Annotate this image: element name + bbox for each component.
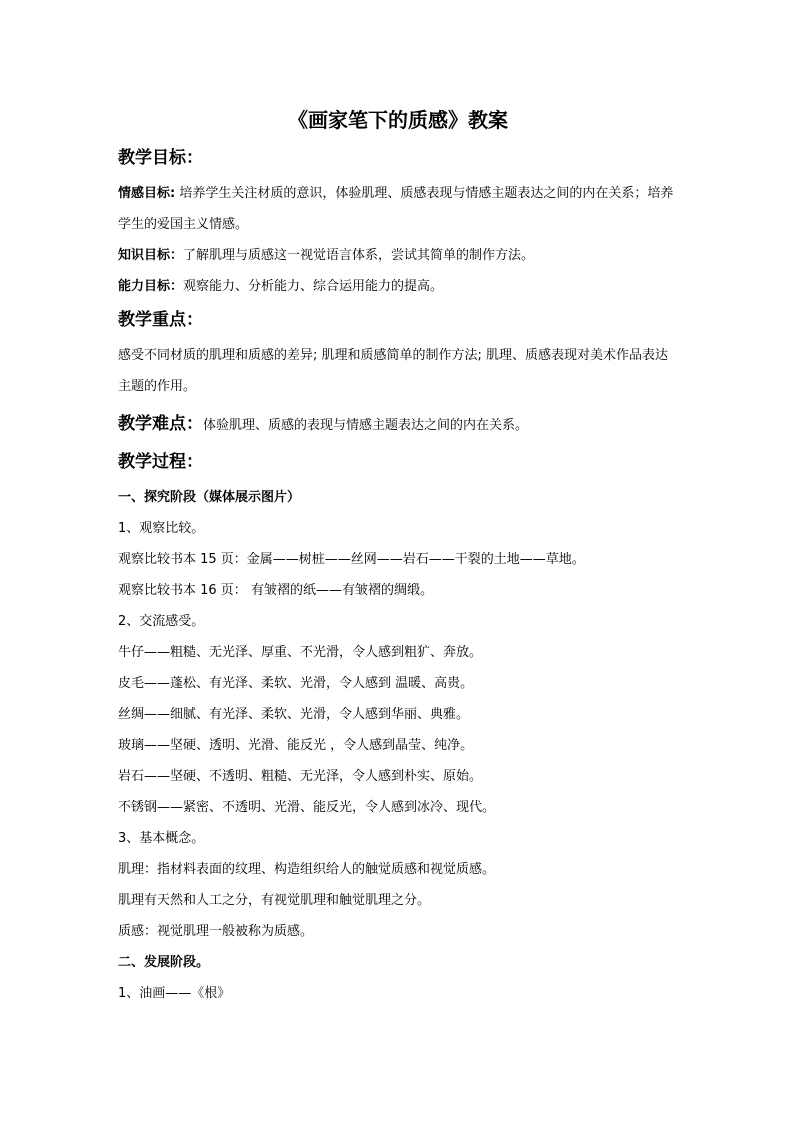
goal-knowledge-text: 了解肌理与质感这一视觉语言体系，尝试其简单的制作方法。 <box>183 248 535 263</box>
difficulty-line <box>118 410 678 440</box>
goals-heading: 教学目标： <box>118 148 203 168</box>
feel-line: 皮毛——蓬松、有光泽、柔软、光滑，令人感到 温暖、高贵。 <box>118 676 474 691</box>
concept-1: 肌理：指材料表面的纹理、构造组织给人的触觉质感和视觉质感。 <box>118 862 496 877</box>
concept-2: 肌理有天然和人工之分，有视觉肌理和触觉肌理之分。 <box>118 893 431 908</box>
goal-emotion-text: 培养学生关注材质的意识，体验肌理、质感表现与情感主题表达之间的内在关系；培养学生的爱国主义情感。 <box>118 186 674 232</box>
goal-emotion-label: 情感目标: <box>118 186 176 201</box>
goal-knowledge-label: 知识目标： <box>118 248 184 263</box>
s1-line2: 观察比较书本 16 页： 有皱褶的纸——有皱褶的绸缎。 <box>118 583 433 598</box>
s1-item1: 1、观察比较。 <box>118 521 205 536</box>
goal-knowledge <box>118 240 678 271</box>
stage1-heading: 一、探究阶段（媒体展示图片） <box>118 490 301 505</box>
stage2-heading: 二、发展阶段。 <box>118 955 210 970</box>
s1-line1: 观察比较书本 15 页：金属——树桩——丝网——岩石——干裂的土地——草地。 <box>118 552 585 567</box>
feel-line: 不锈钢——紧密、不透明、光滑、能反光，令人感到冰冷、现代。 <box>118 800 496 815</box>
process-heading: 教学过程： <box>118 452 203 472</box>
s1-item2: 2、交流感受。 <box>118 614 205 629</box>
document-page <box>118 96 678 1009</box>
feel-line: 丝绸——细腻、有光泽、柔软、光滑，令人感到华丽、典雅。 <box>118 707 470 722</box>
goal-ability <box>118 271 678 302</box>
concept-3: 质感：视觉肌理一般被称为质感。 <box>118 924 314 939</box>
feel-line: 玻璃——坚硬、透明、光滑、能反光 ，令人感到晶莹、纯净。 <box>118 738 474 753</box>
feel-line: 牛仔——粗糙、无光泽、厚重、不光滑，令人感到粗犷、奔放。 <box>118 645 483 660</box>
s2-item1: 1、油画——《根》 <box>118 986 231 1001</box>
goal-ability-text: 观察能力、分析能力、综合运用能力的提高。 <box>183 279 444 294</box>
document-title: 《画家笔下的质感》教案 <box>288 108 508 132</box>
goal-ability-label: 能力目标： <box>118 279 184 294</box>
difficulty-heading: 教学难点： <box>118 414 203 434</box>
goal-emotion <box>118 178 678 240</box>
s1-item3: 3、基本概念。 <box>118 831 205 846</box>
key-heading: 教学重点： <box>118 310 203 330</box>
difficulty-text: 体验肌理、质感的表现与情感主题表达之间的内在关系。 <box>203 418 529 433</box>
feel-line: 岩石——坚硬、不透明、粗糙、无光泽，令人感到朴实、原始。 <box>118 769 483 784</box>
key-text: 感受不同材质的肌理和质感的差异; 肌理和质感简单的制作方法; 肌理、质感表现对美术作品表达主题的作用。 <box>118 348 669 394</box>
